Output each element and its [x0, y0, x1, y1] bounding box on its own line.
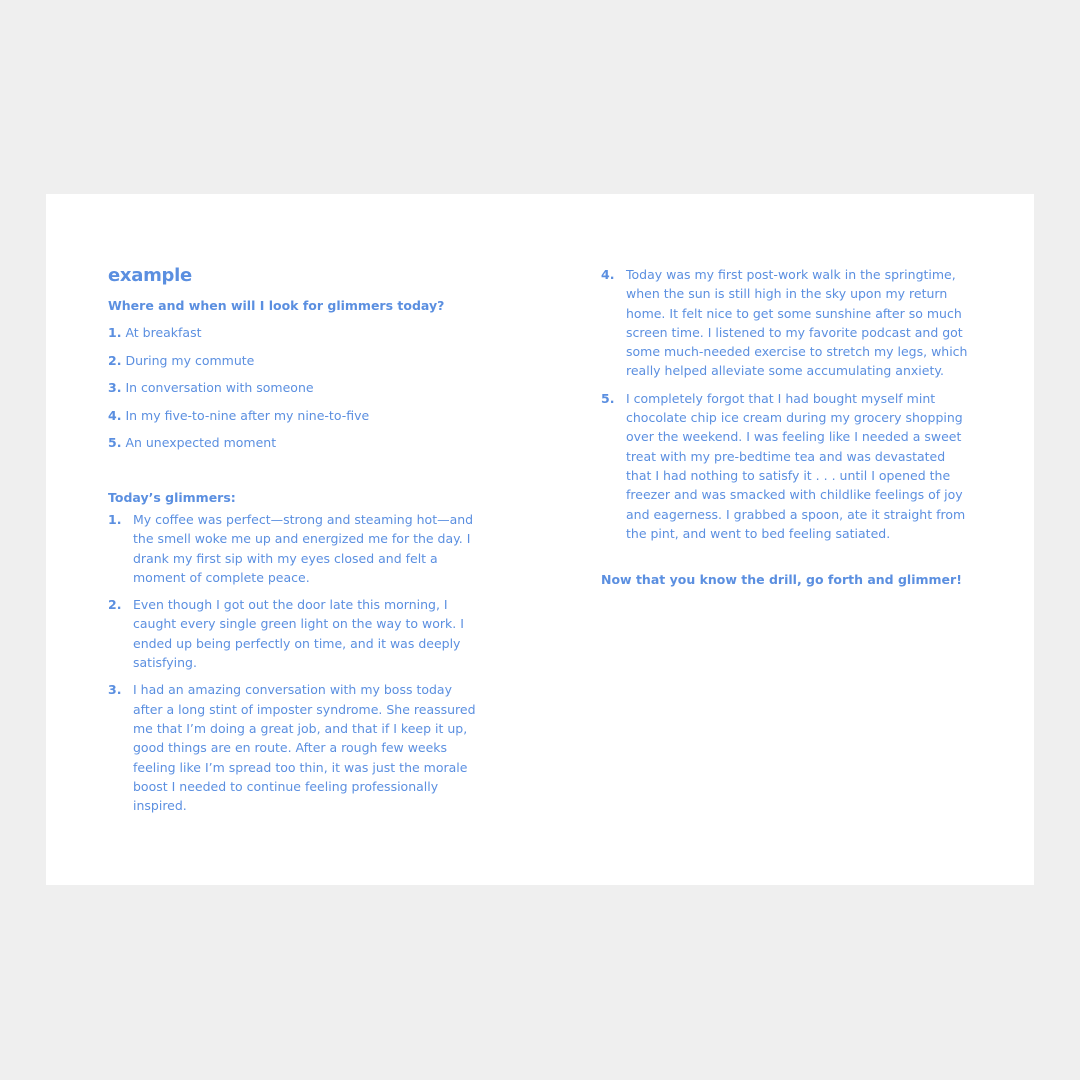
list-number: 2.	[108, 352, 122, 368]
list-text: In conversation with someone	[125, 380, 314, 395]
where-list	[108, 325, 369, 463]
list-item	[108, 408, 369, 436]
list-number: 5.	[108, 435, 122, 450]
closing-line: Now that you know the drill, go forth and glimmer!	[601, 572, 962, 587]
list-text: An unexpected moment	[125, 435, 277, 450]
glimmer-number: 3.	[108, 682, 122, 698]
glimmer-number: 1.	[108, 512, 122, 527]
glimmers-heading: Today’s glimmers:	[108, 490, 236, 505]
glimmer-item	[108, 595, 478, 672]
glimmer-number: 4.	[601, 267, 615, 282]
list-text: During my commute	[125, 352, 255, 368]
glimmer-number: 2.	[108, 597, 122, 613]
glimmer-item	[108, 680, 478, 815]
list-text: At breakfast	[125, 325, 202, 340]
page-title: example	[108, 265, 192, 286]
glimmers-list	[108, 510, 478, 823]
glimmer-item	[601, 389, 971, 543]
glimmers-list-continued	[601, 265, 971, 551]
list-number: 1.	[108, 325, 122, 340]
book-spread	[46, 194, 1034, 885]
prompt-question: Where and when will I look for glimmers today?	[108, 298, 445, 313]
glimmer-number: 5.	[601, 390, 615, 406]
list-item	[108, 435, 369, 463]
glimmer-text: I had an amazing conversation with my boss today after a long stint of imposter syndrome. She reassured me that I’m doing a great job, and that if I keep it up, good things are en route. After a rough few weeks feeling like I’m spread too thin, it was just the morale boost I needed to continue feeling professionally inspired.	[133, 682, 476, 814]
list-number: 4.	[108, 407, 122, 423]
list-item	[108, 380, 369, 408]
list-item	[108, 353, 369, 381]
glimmer-text: Even though I got out the door late this morning, I caught every single green light on the way to work. I ended up being perfectly on time, and it was deeply satisfying.	[133, 597, 464, 671]
list-text: In my five-to-nine after my nine-to-five	[125, 407, 370, 423]
list-item	[108, 325, 369, 353]
list-number: 3.	[108, 380, 122, 395]
glimmer-item	[108, 510, 478, 587]
glimmer-text: I completely forgot that I had bought myself mint chocolate chip ice cream during my grocery shopping over the weekend. I was feeling like I needed a sweet treat with my pre-bedtime tea and was devastated that I had nothing to satisfy it . . . until I opened the freezer and was smacked with childlike feelings of joy and eagerness. I grabbed a spoon, ate it straight from the pint, and went to bed feeling satiated.	[626, 390, 966, 541]
glimmer-text: Today was my first post-work walk in the springtime, when the sun is still high in the sky upon my return home. It felt nice to get some sunshine after so much screen time. I listened to my favorite podcast and got some much-needed exercise to stretch my legs, which really helped alleviate some accumulating anxiety.	[626, 267, 968, 379]
glimmer-item	[601, 265, 971, 381]
glimmer-text: My coffee was perfect—strong and steaming hot—and the smell woke me up and energized me for the day. I drank my first sip with my eyes closed and felt a moment of complete peace.	[133, 512, 474, 585]
